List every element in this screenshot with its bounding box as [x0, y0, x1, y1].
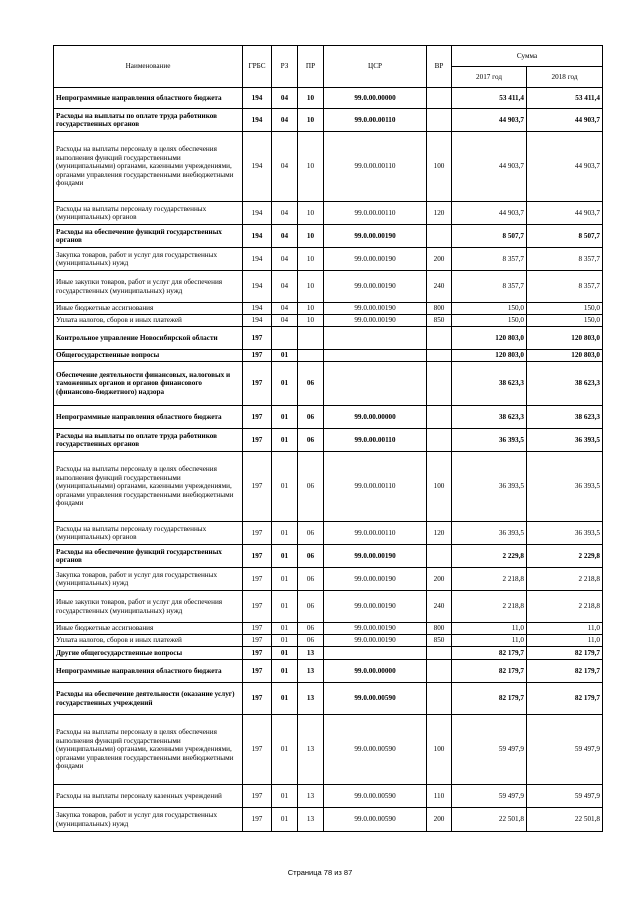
row-grbs: 197: [243, 362, 272, 406]
row-pr: 10: [298, 109, 324, 132]
row-grbs: 194: [243, 315, 272, 327]
row-sum-2018: 2 229,8: [527, 545, 603, 568]
row-csr: 99.0.00.00000: [324, 406, 427, 429]
row-sum-2018: 59 497,9: [527, 715, 603, 785]
row-csr: 99.0.00.00190: [324, 635, 427, 647]
row-vr: [427, 225, 452, 248]
row-csr: [324, 350, 427, 362]
row-csr: 99.0.00.00190: [324, 545, 427, 568]
table-row: [54, 623, 603, 635]
row-rz: 04: [272, 225, 298, 248]
row-rz: 01: [272, 350, 298, 362]
row-name: Закупка товаров, работ и услуг для государственных (муниципальных) нужд: [54, 568, 243, 591]
row-name: Расходы на выплаты персоналу государственных (муниципальных) органов: [54, 202, 243, 225]
row-sum-2017: 44 903,7: [452, 132, 527, 202]
row-vr: 100: [427, 132, 452, 202]
row-pr: 06: [298, 452, 324, 522]
row-pr: 10: [298, 88, 324, 109]
row-grbs: 194: [243, 225, 272, 248]
row-grbs: 197: [243, 545, 272, 568]
row-vr: 100: [427, 452, 452, 522]
row-sum-2017: 36 393,5: [452, 429, 527, 452]
table-row: [54, 271, 603, 303]
row-vr: [427, 545, 452, 568]
row-sum-2018: 2 218,8: [527, 568, 603, 591]
table-row: [54, 591, 603, 623]
table-row: [54, 350, 603, 362]
row-sum-2017: 11,0: [452, 635, 527, 647]
row-csr: 99.0.00.00590: [324, 808, 427, 832]
row-sum-2017: 44 903,7: [452, 202, 527, 225]
row-pr: 13: [298, 683, 324, 715]
row-grbs: 197: [243, 660, 272, 683]
row-sum-2018: 8 357,7: [527, 248, 603, 271]
row-name: Закупка товаров, работ и услуг для государственных (муниципальных) нужд: [54, 248, 243, 271]
row-rz: 01: [272, 406, 298, 429]
row-name: Расходы на выплаты персоналу казенных учреждений: [54, 785, 243, 808]
row-sum-2018: 8 507,7: [527, 225, 603, 248]
row-rz: 01: [272, 522, 298, 545]
row-vr: 200: [427, 568, 452, 591]
row-name: Иные бюджетные ассигнования: [54, 303, 243, 315]
row-name: Уплата налогов, сборов и иных платежей: [54, 635, 243, 647]
row-csr: [324, 362, 427, 406]
row-vr: [427, 88, 452, 109]
row-sum-2018: 82 179,7: [527, 647, 603, 660]
row-grbs: 194: [243, 248, 272, 271]
row-pr: 06: [298, 568, 324, 591]
table-row: [54, 429, 603, 452]
row-pr: [298, 327, 324, 350]
row-csr: 99.0.00.00110: [324, 522, 427, 545]
row-sum-2017: 150,0: [452, 303, 527, 315]
row-csr: [324, 647, 427, 660]
row-vr: 800: [427, 623, 452, 635]
table-row: [54, 109, 603, 132]
row-csr: [324, 327, 427, 350]
row-pr: 06: [298, 623, 324, 635]
row-sum-2017: 8 357,7: [452, 271, 527, 303]
header-vr: ВР: [427, 46, 452, 88]
row-vr: 110: [427, 785, 452, 808]
row-sum-2017: 82 179,7: [452, 647, 527, 660]
row-csr: 99.0.00.00110: [324, 109, 427, 132]
header-name: Наименование: [54, 46, 243, 88]
row-rz: 01: [272, 785, 298, 808]
row-csr: 99.0.00.00000: [324, 660, 427, 683]
row-pr: 10: [298, 132, 324, 202]
row-vr: 200: [427, 248, 452, 271]
row-sum-2018: 82 179,7: [527, 660, 603, 683]
row-rz: 01: [272, 808, 298, 832]
row-name: Общегосударственные вопросы: [54, 350, 243, 362]
row-name: Расходы на выплаты персоналу в целях обеспечения выполнения функций государственными (муниципальными) органами, казенными учреждениями, органами управления государственными внебюджетными фондами: [54, 452, 243, 522]
table-row: [54, 660, 603, 683]
row-sum-2018: 11,0: [527, 623, 603, 635]
row-name: Расходы на выплаты персоналу государственных (муниципальных) органов: [54, 522, 243, 545]
row-sum-2018: 44 903,7: [527, 132, 603, 202]
table-row: [54, 225, 603, 248]
row-sum-2017: 82 179,7: [452, 660, 527, 683]
row-name: Закупка товаров, работ и услуг для государственных (муниципальных) нужд: [54, 808, 243, 832]
table-row: [54, 785, 603, 808]
row-pr: 13: [298, 785, 324, 808]
row-sum-2017: 2 229,8: [452, 545, 527, 568]
header-grbs: ГРБС: [243, 46, 272, 88]
row-sum-2018: 59 497,9: [527, 785, 603, 808]
row-rz: 01: [272, 635, 298, 647]
row-pr: [298, 350, 324, 362]
row-pr: 10: [298, 303, 324, 315]
table-row: [54, 522, 603, 545]
table-row: [54, 132, 603, 202]
row-sum-2017: 82 179,7: [452, 683, 527, 715]
row-pr: 10: [298, 225, 324, 248]
row-grbs: 194: [243, 303, 272, 315]
row-rz: 01: [272, 660, 298, 683]
row-pr: 06: [298, 635, 324, 647]
row-rz: 04: [272, 109, 298, 132]
row-sum-2018: 8 357,7: [527, 271, 603, 303]
row-csr: 99.0.00.00190: [324, 568, 427, 591]
row-grbs: 197: [243, 683, 272, 715]
row-vr: [427, 683, 452, 715]
row-grbs: 197: [243, 635, 272, 647]
row-pr: 13: [298, 715, 324, 785]
row-grbs: 194: [243, 202, 272, 225]
row-grbs: 194: [243, 109, 272, 132]
row-sum-2017: 11,0: [452, 623, 527, 635]
header-year-2018: 2018 год: [527, 67, 603, 88]
row-pr: 10: [298, 248, 324, 271]
row-sum-2017: 59 497,9: [452, 715, 527, 785]
row-sum-2018: 120 803,0: [527, 327, 603, 350]
table-row: [54, 545, 603, 568]
row-pr: 06: [298, 545, 324, 568]
row-sum-2018: 150,0: [527, 315, 603, 327]
table-row: [54, 362, 603, 406]
row-grbs: 197: [243, 568, 272, 591]
row-sum-2017: 38 623,3: [452, 406, 527, 429]
row-csr: 99.0.00.00190: [324, 303, 427, 315]
row-grbs: 197: [243, 785, 272, 808]
row-sum-2017: 44 903,7: [452, 109, 527, 132]
row-pr: 10: [298, 271, 324, 303]
row-rz: [272, 327, 298, 350]
row-name: Иные бюджетные ассигнования: [54, 623, 243, 635]
row-rz: 01: [272, 715, 298, 785]
row-name: Расходы на обеспечение деятельности (оказание услуг) государственных учреждений: [54, 683, 243, 715]
row-pr: 06: [298, 591, 324, 623]
row-vr: [427, 327, 452, 350]
row-rz: 01: [272, 545, 298, 568]
row-pr: 06: [298, 362, 324, 406]
row-pr: 13: [298, 660, 324, 683]
row-sum-2017: 150,0: [452, 315, 527, 327]
row-pr: 06: [298, 406, 324, 429]
row-pr: 10: [298, 315, 324, 327]
row-csr: 99.0.00.00190: [324, 248, 427, 271]
table-row: [54, 315, 603, 327]
row-vr: [427, 109, 452, 132]
row-grbs: 197: [243, 429, 272, 452]
row-grbs: 194: [243, 271, 272, 303]
row-csr: 99.0.00.00000: [324, 88, 427, 109]
table-row: [54, 452, 603, 522]
table-row: [54, 248, 603, 271]
row-sum-2017: 8 357,7: [452, 248, 527, 271]
row-rz: 04: [272, 315, 298, 327]
row-rz: 01: [272, 452, 298, 522]
row-sum-2018: 44 903,7: [527, 202, 603, 225]
header-csr: ЦСР: [324, 46, 427, 88]
row-csr: 99.0.00.00190: [324, 225, 427, 248]
row-name: Непрограммные направления областного бюджета: [54, 88, 243, 109]
row-name: Иные закупки товаров, работ и услуг для обеспечения государственных (муниципальных) нужд: [54, 591, 243, 623]
row-sum-2017: 8 507,7: [452, 225, 527, 248]
row-vr: 120: [427, 522, 452, 545]
row-vr: [427, 362, 452, 406]
row-rz: 04: [272, 248, 298, 271]
row-vr: 850: [427, 315, 452, 327]
row-sum-2017: 53 411,4: [452, 88, 527, 109]
budget-table: [53, 45, 603, 832]
row-sum-2018: 150,0: [527, 303, 603, 315]
table-row: [54, 88, 603, 109]
row-rz: 01: [272, 429, 298, 452]
row-name: Контрольное управление Новосибирской области: [54, 327, 243, 350]
row-name: Непрограммные направления областного бюджета: [54, 406, 243, 429]
row-sum-2017: 22 501,8: [452, 808, 527, 832]
row-csr: 99.0.00.00110: [324, 202, 427, 225]
header-rz: РЗ: [272, 46, 298, 88]
header-sum: Сумма: [452, 46, 603, 67]
row-sum-2018: 36 393,5: [527, 522, 603, 545]
row-grbs: 194: [243, 88, 272, 109]
row-pr: 13: [298, 808, 324, 832]
row-pr: 06: [298, 429, 324, 452]
page-footer: Страница 78 из 87: [287, 868, 353, 877]
row-sum-2017: 38 623,3: [452, 362, 527, 406]
row-name: Уплата налогов, сборов и иных платежей: [54, 315, 243, 327]
row-grbs: 197: [243, 647, 272, 660]
table-row: [54, 647, 603, 660]
row-sum-2018: 44 903,7: [527, 109, 603, 132]
row-sum-2017: 2 218,8: [452, 568, 527, 591]
table-row: [54, 808, 603, 832]
row-sum-2018: 22 501,8: [527, 808, 603, 832]
row-name: Расходы на выплаты персоналу в целях обеспечения выполнения функций государственными (муниципальными) органами, казенными учреждениями, органами управления государственными внебюджетными фондами: [54, 715, 243, 785]
row-sum-2017: 120 803,0: [452, 350, 527, 362]
row-name: Расходы на выплаты по оплате труда работников государственных органов: [54, 109, 243, 132]
row-grbs: 197: [243, 591, 272, 623]
row-name: Иные закупки товаров, работ и услуг для обеспечения государственных (муниципальных) нужд: [54, 271, 243, 303]
row-vr: 800: [427, 303, 452, 315]
row-sum-2018: 120 803,0: [527, 350, 603, 362]
row-csr: 99.0.00.00190: [324, 591, 427, 623]
row-csr: 99.0.00.00590: [324, 785, 427, 808]
row-pr: 06: [298, 522, 324, 545]
row-csr: 99.0.00.00190: [324, 271, 427, 303]
row-sum-2018: 36 393,5: [527, 452, 603, 522]
row-grbs: 197: [243, 327, 272, 350]
row-rz: 01: [272, 362, 298, 406]
row-vr: [427, 429, 452, 452]
row-vr: 850: [427, 635, 452, 647]
row-name: Расходы на обеспечение функций государственных органов: [54, 225, 243, 248]
row-vr: 100: [427, 715, 452, 785]
row-name: Расходы на обеспечение функций государственных органов: [54, 545, 243, 568]
budget-document: [53, 45, 602, 832]
row-rz: 01: [272, 568, 298, 591]
table-row: [54, 568, 603, 591]
row-grbs: 197: [243, 452, 272, 522]
row-vr: [427, 406, 452, 429]
row-vr: [427, 660, 452, 683]
row-name: Расходы на выплаты по оплате труда работников государственных органов: [54, 429, 243, 452]
row-pr: 13: [298, 647, 324, 660]
row-rz: 04: [272, 202, 298, 225]
row-name: Расходы на выплаты персоналу в целях обеспечения выполнения функций государственными (муниципальными) органами, казенными учреждениями, органами управления государственными внебюджетными фондами: [54, 132, 243, 202]
row-sum-2018: 11,0: [527, 635, 603, 647]
row-csr: 99.0.00.00590: [324, 715, 427, 785]
table-row: [54, 202, 603, 225]
row-vr: 240: [427, 271, 452, 303]
row-sum-2018: 2 218,8: [527, 591, 603, 623]
row-vr: [427, 647, 452, 660]
row-vr: 240: [427, 591, 452, 623]
table-row: [54, 303, 603, 315]
row-rz: 01: [272, 591, 298, 623]
row-sum-2018: 38 623,3: [527, 406, 603, 429]
row-sum-2017: 36 393,5: [452, 452, 527, 522]
row-csr: 99.0.00.00190: [324, 315, 427, 327]
row-vr: 120: [427, 202, 452, 225]
table-row: [54, 715, 603, 785]
row-grbs: 194: [243, 132, 272, 202]
header-pr: ПР: [298, 46, 324, 88]
row-grbs: 197: [243, 623, 272, 635]
row-csr: 99.0.00.00110: [324, 132, 427, 202]
table-row: [54, 406, 603, 429]
row-csr: 99.0.00.00190: [324, 623, 427, 635]
row-pr: 10: [298, 202, 324, 225]
row-sum-2018: 36 393,5: [527, 429, 603, 452]
row-rz: 04: [272, 271, 298, 303]
row-csr: 99.0.00.00110: [324, 429, 427, 452]
row-rz: 01: [272, 623, 298, 635]
row-rz: 01: [272, 683, 298, 715]
row-name: Другие общегосударственные вопросы: [54, 647, 243, 660]
row-grbs: 197: [243, 715, 272, 785]
row-vr: [427, 350, 452, 362]
row-csr: 99.0.00.00590: [324, 683, 427, 715]
row-vr: 200: [427, 808, 452, 832]
table-row: [54, 683, 603, 715]
row-name: Непрограммные направления областного бюджета: [54, 660, 243, 683]
row-rz: 04: [272, 88, 298, 109]
table-row: [54, 327, 603, 350]
row-grbs: 197: [243, 406, 272, 429]
row-grbs: 197: [243, 522, 272, 545]
row-sum-2017: 2 218,8: [452, 591, 527, 623]
row-sum-2017: 120 803,0: [452, 327, 527, 350]
row-sum-2017: 36 393,5: [452, 522, 527, 545]
row-csr: 99.0.00.00110: [324, 452, 427, 522]
row-sum-2018: 82 179,7: [527, 683, 603, 715]
header-year-2017: 2017 год: [452, 67, 527, 88]
row-name: Обеспечение деятельности финансовых, налоговых и таможенных органов и органов финансового (финансово-бюджетного) надзора: [54, 362, 243, 406]
row-rz: 01: [272, 647, 298, 660]
row-sum-2018: 53 411,4: [527, 88, 603, 109]
row-grbs: 197: [243, 808, 272, 832]
row-sum-2018: 38 623,3: [527, 362, 603, 406]
row-rz: 04: [272, 303, 298, 315]
row-grbs: 197: [243, 350, 272, 362]
table-row: [54, 635, 603, 647]
row-sum-2017: 59 497,9: [452, 785, 527, 808]
row-rz: 04: [272, 132, 298, 202]
